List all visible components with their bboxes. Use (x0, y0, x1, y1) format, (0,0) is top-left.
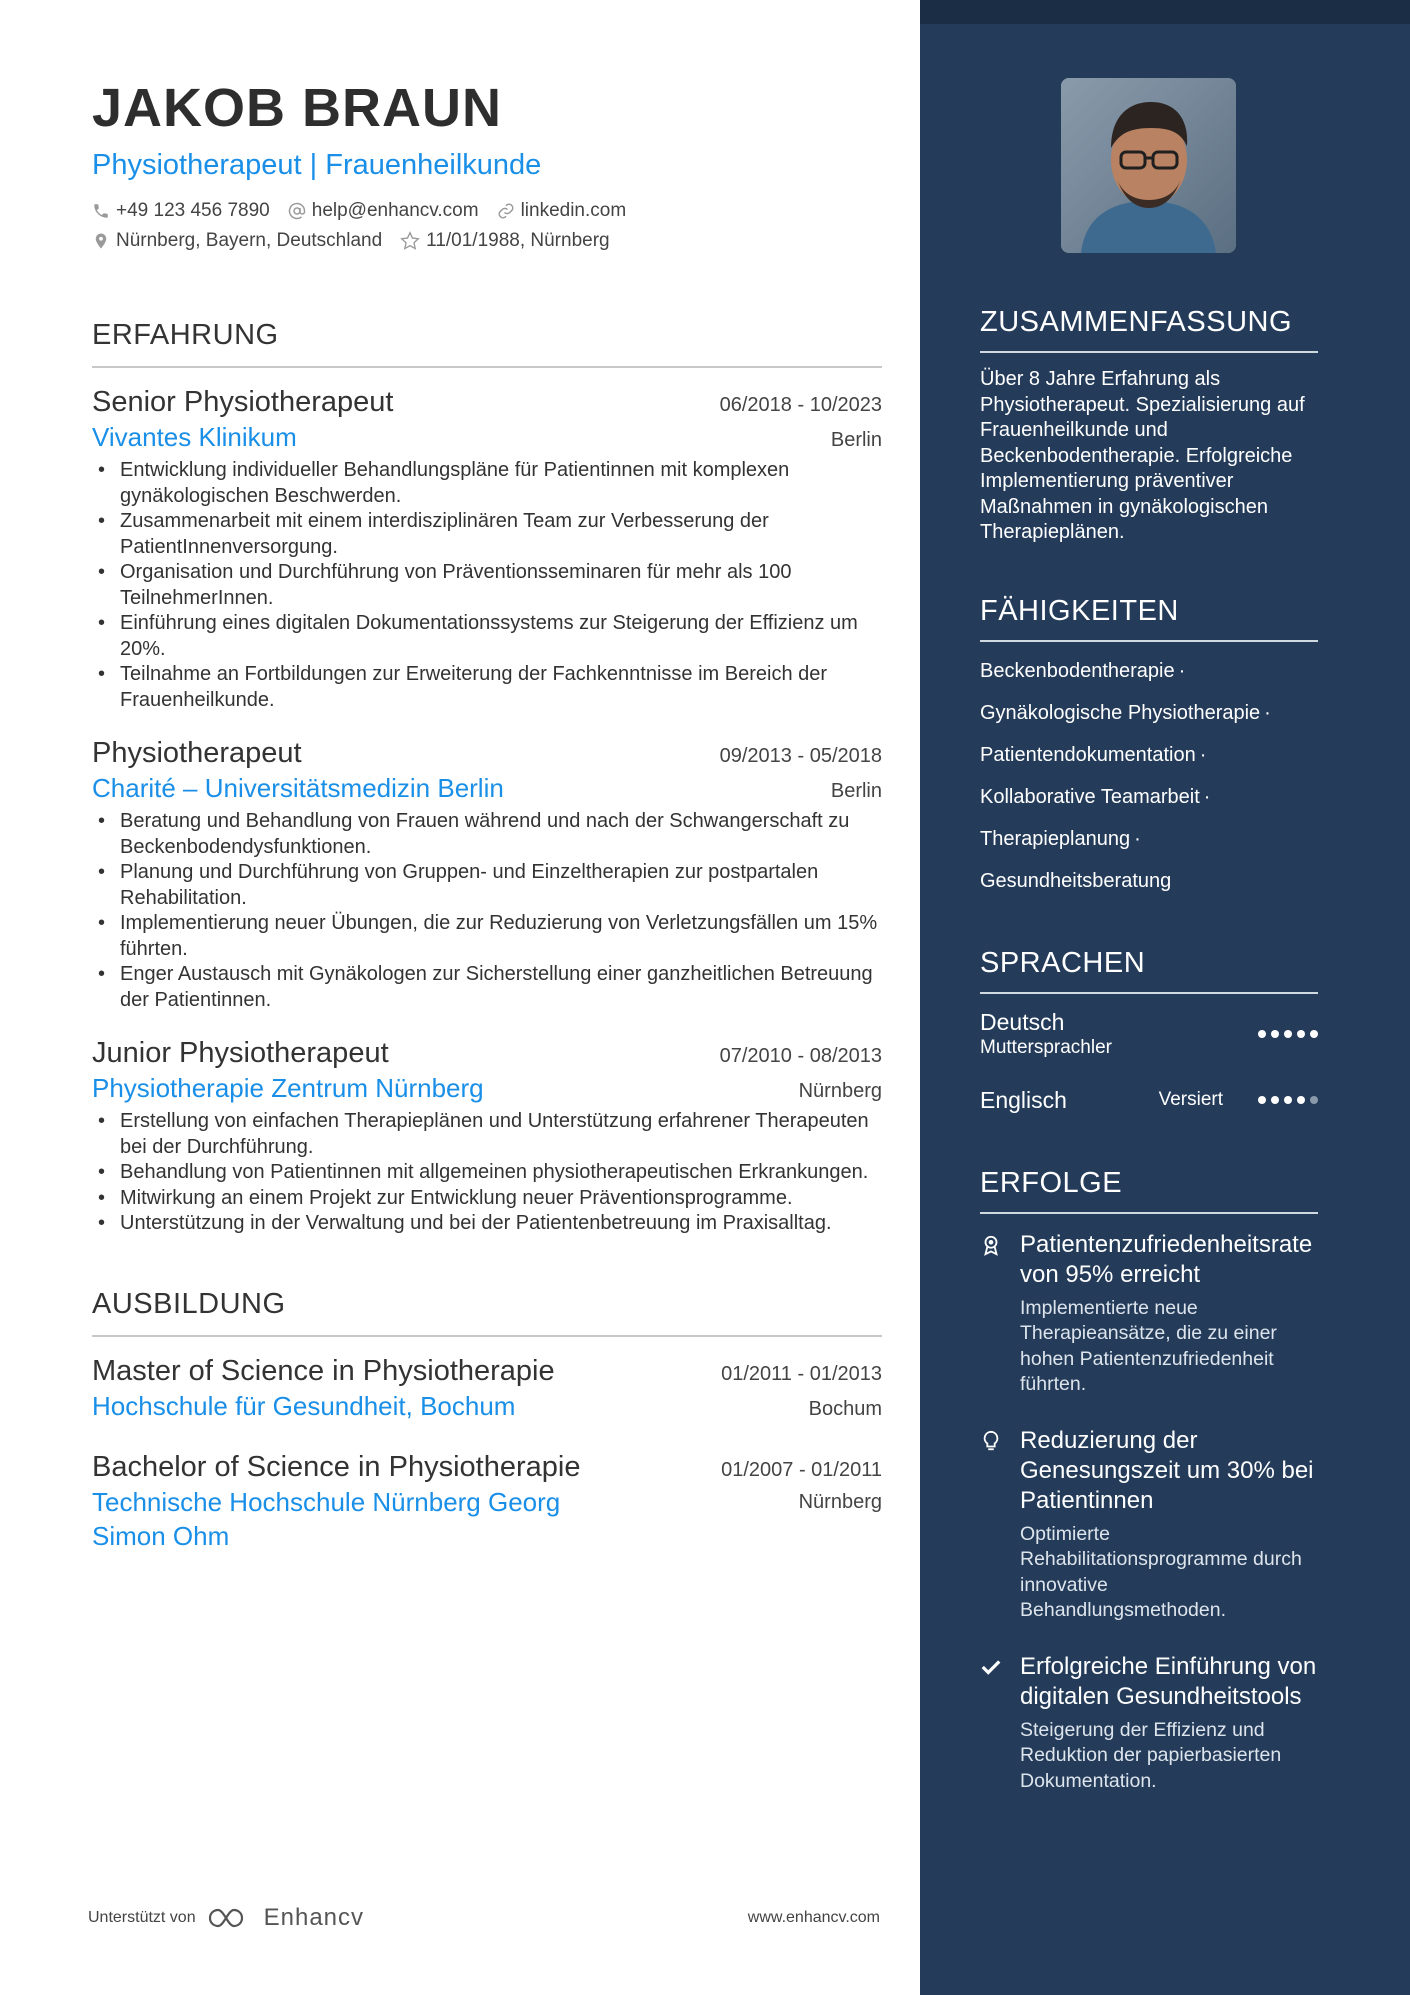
job-role: Senior Physiotherapeut (92, 386, 394, 418)
job-bullets (92, 1109, 882, 1237)
birth-item (400, 230, 609, 252)
achievement-desc: Optimierte Rehabilitationsprogramme durch innovative Behandlungsmethoden. (1020, 1522, 1302, 1621)
rating-dot-filled (1271, 1030, 1279, 1038)
powered-by (88, 1904, 364, 1932)
at-icon (288, 202, 306, 220)
edu-date: 01/2011 - 01/2013 (721, 1362, 882, 1385)
check-icon (980, 1656, 1002, 1678)
rating-dot-filled (1284, 1096, 1292, 1104)
bullet: • Beratung und Behandlung von Frauen während und nach der Schwangerschaft zu Beckenbodendysfunktionen. (92, 809, 882, 860)
school[interactable]: Technische Hochschule Nürnberg Georg Simon Ohm (92, 1486, 561, 1551)
degree: Master of Science in Physiotherapie (92, 1354, 555, 1387)
sidebar (920, 0, 1410, 1995)
bullet: • Mitwirkung an einem Projekt zur Entwicklung neuer Präventionsprogramme. (92, 1186, 882, 1212)
job-bullets (92, 809, 882, 1013)
rating-dot-filled (1297, 1030, 1305, 1038)
language-item (980, 1008, 1318, 1060)
job-date: 06/2018 - 10/2023 (719, 394, 882, 416)
profile-photo (1061, 78, 1236, 253)
job-entry (92, 1035, 882, 1237)
rating-dot-filled (1284, 1030, 1292, 1038)
bullet: • Einführung eines digitalen Dokumentationssystems zur Steigerung der Effizienz um 20%. (92, 611, 882, 662)
achievement-desc: Steigerung der Effizienz und Reduktion der papierbasierten Dokumentation. (1020, 1718, 1282, 1792)
language-rating (1253, 1030, 1318, 1038)
summary-heading: ZUSAMMENFASSUNG (980, 305, 1318, 353)
skill-item: Gynäkologische Physiotherapie · (980, 701, 1271, 724)
school[interactable]: Hochschule für Gesundheit, Bochum (92, 1390, 516, 1421)
footer-url[interactable]: www.enhancv.com (747, 1909, 880, 1926)
bullet: • Enger Austausch mit Gynäkologen zur Sicherstellung einer ganzheitlichen Betreuung der Patientinnen. (92, 962, 882, 1013)
experience-heading: ERFAHRUNG (92, 318, 882, 368)
language-level: Muttersprachler (980, 1036, 1112, 1058)
bullet: • Erstellung von einfachen Therapieplänen und Unterstützung erfahrener Therapeuten bei der Durchführung. (92, 1109, 882, 1160)
job-location: Berlin (830, 780, 882, 802)
sidebar-content (980, 305, 1318, 1794)
achievement-item (980, 1652, 1318, 1795)
footer (88, 1904, 880, 1932)
job-company[interactable]: Charité – Universitätsmedizin Berlin (92, 773, 504, 803)
sidebar-topbar (920, 0, 1410, 24)
avatar (1061, 78, 1236, 253)
rating-dot-empty (1310, 1096, 1318, 1104)
language-name: Deutsch (980, 1008, 1065, 1035)
language-item (980, 1086, 1318, 1114)
languages-heading: SPRACHEN (980, 946, 1318, 994)
bullet: • Unterstützung in der Verwaltung und bei der Patientenbetreuung im Praxisalltag. (92, 1211, 882, 1237)
job-bullets (92, 458, 882, 713)
rating-dot-filled (1258, 1030, 1266, 1038)
location-text: Nürnberg, Bayern, Deutschland (116, 230, 383, 251)
enhancv-logo-icon (206, 1906, 256, 1930)
brand-name: Enhancv (263, 1904, 365, 1931)
link-item[interactable] (497, 200, 627, 222)
link-text: linkedin.com (520, 200, 627, 221)
birth-text: 11/01/1988, Nürnberg (426, 230, 610, 251)
powered-label: Unterstützt von (88, 1909, 196, 1926)
email-item[interactable] (288, 200, 479, 222)
job-entry (92, 384, 882, 713)
job-title: Physiotherapeut | Frauenheilkunde (92, 149, 542, 181)
job-location: Nürnberg (798, 1080, 882, 1102)
skill-item: Kollaborative Teamarbeit · (980, 785, 1211, 808)
job-entry (92, 735, 882, 1013)
skills-heading: FÄHIGKEITEN (980, 594, 1318, 642)
email-text: help@enhancv.com (311, 200, 479, 221)
language-level: Versiert (1158, 1088, 1223, 1110)
job-company[interactable]: Vivantes Klinikum (92, 422, 297, 452)
job-date: 07/2010 - 08/2013 (719, 1045, 882, 1067)
rating-dot-filled (1297, 1096, 1305, 1104)
achievement-item (980, 1230, 1318, 1398)
languages-section (980, 946, 1318, 1114)
rating-dot-filled (1271, 1096, 1279, 1104)
rating-dot-filled (1258, 1096, 1266, 1104)
achievement-desc: Implementierte neue Therapieansätze, die zu einer hohen Patientenzufriedenheit führten. (1020, 1296, 1277, 1395)
achievement-title: Reduzierung der Genesungszeit um 30% bei Patientinnen (1020, 1426, 1314, 1514)
award-icon (980, 1234, 1002, 1256)
phone-text: +49 123 456 7890 (116, 200, 270, 221)
education-entry (92, 1449, 882, 1553)
experience-section (92, 318, 882, 1237)
lightbulb-icon (980, 1430, 1002, 1452)
bullet: • Teilnahme an Fortbildungen zur Erweiterung der Fachkenntnisse im Bereich der Frauenheilkunde. (92, 662, 882, 713)
bullet: • Behandlung von Patientinnen mit allgemeinen physiotherapeutischen Erkrankungen. (92, 1160, 882, 1186)
star-icon (400, 231, 420, 251)
bullet: • Planung und Durchführung von Gruppen- und Einzeltherapien zur postpartalen Rehabilitation. (92, 860, 882, 911)
bullet: • Zusammenarbeit mit einem interdisziplinären Team zur Verbesserung der PatientInnenversorgung. (92, 509, 882, 560)
phone-item[interactable] (92, 200, 270, 222)
job-date: 09/2013 - 05/2018 (719, 745, 882, 767)
bullet: • Organisation und Durchführung von Präventionsseminaren für mehr als 100 TeilnehmerInnen. (92, 560, 882, 611)
bullet: • Entwicklung individueller Behandlungspläne für Patientinnen mit komplexen gynäkologischen Beschwerden. (92, 458, 882, 509)
skills-section (980, 594, 1318, 902)
bullet: • Implementierung neuer Übungen, die zur Reduzierung von Verletzungsfällen um 15% führten. (92, 911, 882, 962)
summary-section (980, 305, 1318, 546)
education-entry (92, 1353, 882, 1423)
education-heading: AUSBILDUNG (92, 1287, 882, 1337)
rating-dot-filled (1310, 1030, 1318, 1038)
edu-location: Bochum (808, 1397, 882, 1420)
education-section (92, 1287, 882, 1553)
skill-item: Beckenbodentherapie · (980, 659, 1186, 682)
skills-list (980, 650, 1318, 902)
language-name: Englisch (980, 1086, 1067, 1113)
edu-date: 01/2007 - 01/2011 (721, 1458, 882, 1481)
degree: Bachelor of Science in Physiotherapie (92, 1450, 581, 1483)
job-role: Physiotherapeut (92, 737, 302, 769)
achievements-section (980, 1166, 1318, 1795)
contact-info (92, 196, 882, 256)
job-role: Junior Physiotherapeut (92, 1037, 389, 1069)
achievement-item (980, 1426, 1318, 1624)
skill-item: Patientendokumentation · (980, 743, 1207, 766)
job-location: Berlin (830, 429, 882, 451)
phone-icon (92, 202, 110, 220)
skill-item: Therapieplanung · (980, 827, 1141, 850)
location-item (92, 230, 382, 252)
language-rating (1253, 1096, 1318, 1104)
achievement-title: Patientenzufriedenheitsrate von 95% erreicht (1020, 1230, 1313, 1288)
achievement-title: Erfolgreiche Einführung von digitalen Gesundheitstools (1020, 1652, 1317, 1710)
summary-text: Über 8 Jahre Erfahrung als Physiotherapeut. Spezialisierung auf Frauenheilkunde und Beckenbodentherapie. Erfolgreiche Implementierung präventiver Maßnahmen in gynäkologischen Therapieplänen. (980, 368, 1305, 543)
skill-item: Gesundheitsberatung (980, 869, 1172, 892)
candidate-name: JAKOB BRAUN (92, 78, 503, 138)
achievements-heading: ERFOLGE (980, 1166, 1318, 1214)
link-icon (497, 202, 515, 220)
edu-location: Nürnberg (798, 1490, 882, 1513)
job-company[interactable]: Physiotherapie Zentrum Nürnberg (92, 1073, 484, 1103)
map-pin-icon (92, 232, 110, 250)
